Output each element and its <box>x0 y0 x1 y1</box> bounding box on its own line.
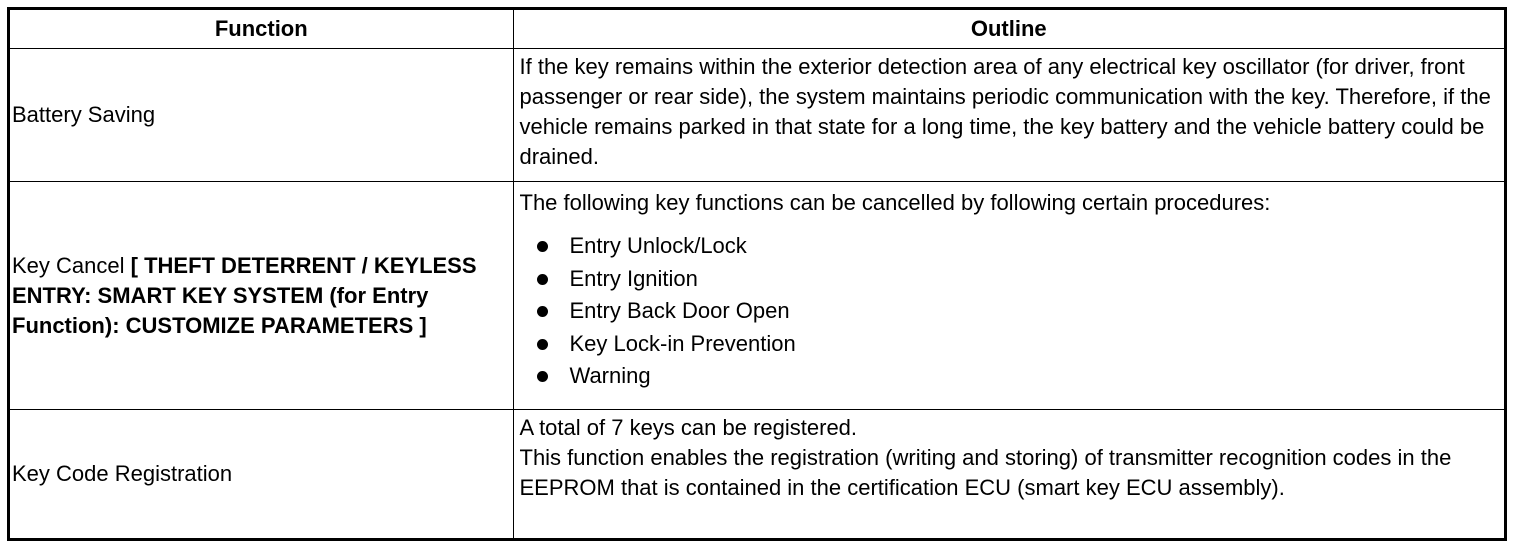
function-cell-key-code-registration: Key Code Registration <box>10 410 513 539</box>
function-outline-table <box>10 10 1504 538</box>
list-item <box>520 295 1499 328</box>
key-cancel-intro: The following key functions can be cancelled by following certain procedures: <box>519 190 1271 215</box>
key-function-list <box>520 230 1499 393</box>
list-item <box>520 230 1499 263</box>
table-row <box>10 182 1504 410</box>
column-header-function: Function <box>10 10 513 49</box>
table-row <box>10 49 1504 182</box>
list-item-text: Key Lock-in Prevention <box>569 330 796 356</box>
outline-cell-key-cancel <box>513 182 1504 410</box>
outline-cell-battery-saving: If the key remains within the exterior detection area of any electrical key oscillator (for driver, front passenger or rear side), the system maintains periodic communication with the key. Therefore, if the vehicle remains parked in that state for a long time, the key battery and the vehicle battery could be drained. <box>513 49 1504 182</box>
bullet-icon <box>537 241 548 252</box>
registration-description: This function enables the registration (writing and storing) of transmitter recognition codes in the EEPROM that is contained in the certification ECU (smart key ECU assembly). <box>519 445 1452 500</box>
function-cell-key-cancel <box>10 182 513 410</box>
bullet-icon <box>537 274 548 285</box>
list-item <box>520 328 1499 361</box>
list-item <box>520 263 1499 296</box>
table-row <box>10 410 1504 539</box>
function-table-frame <box>7 7 1507 541</box>
outline-cell-key-code-registration <box>513 410 1504 539</box>
list-item-text: Entry Back Door Open <box>569 298 790 323</box>
key-cancel-reference: [ THEFT DETERRENT / KEYLESS ENTRY: SMART KEY SYSTEM (for Entry Function): CUSTOMIZE PARAMETERS ] <box>12 252 477 338</box>
bullet-icon <box>537 306 548 317</box>
function-cell-battery-saving: Battery Saving <box>10 49 513 182</box>
list-item <box>520 360 1499 393</box>
bullet-icon <box>537 371 548 382</box>
key-cancel-label: Key Cancel <box>12 252 131 278</box>
list-item-text: Warning <box>569 363 651 388</box>
list-item-text: Entry Ignition <box>569 265 698 291</box>
bullet-icon <box>537 339 548 350</box>
key-count-text: A total of 7 keys can be registered. <box>519 415 858 440</box>
list-item-text: Entry Unlock/Lock <box>569 233 747 258</box>
column-header-outline: Outline <box>513 10 1504 49</box>
table-header-row <box>10 10 1504 49</box>
